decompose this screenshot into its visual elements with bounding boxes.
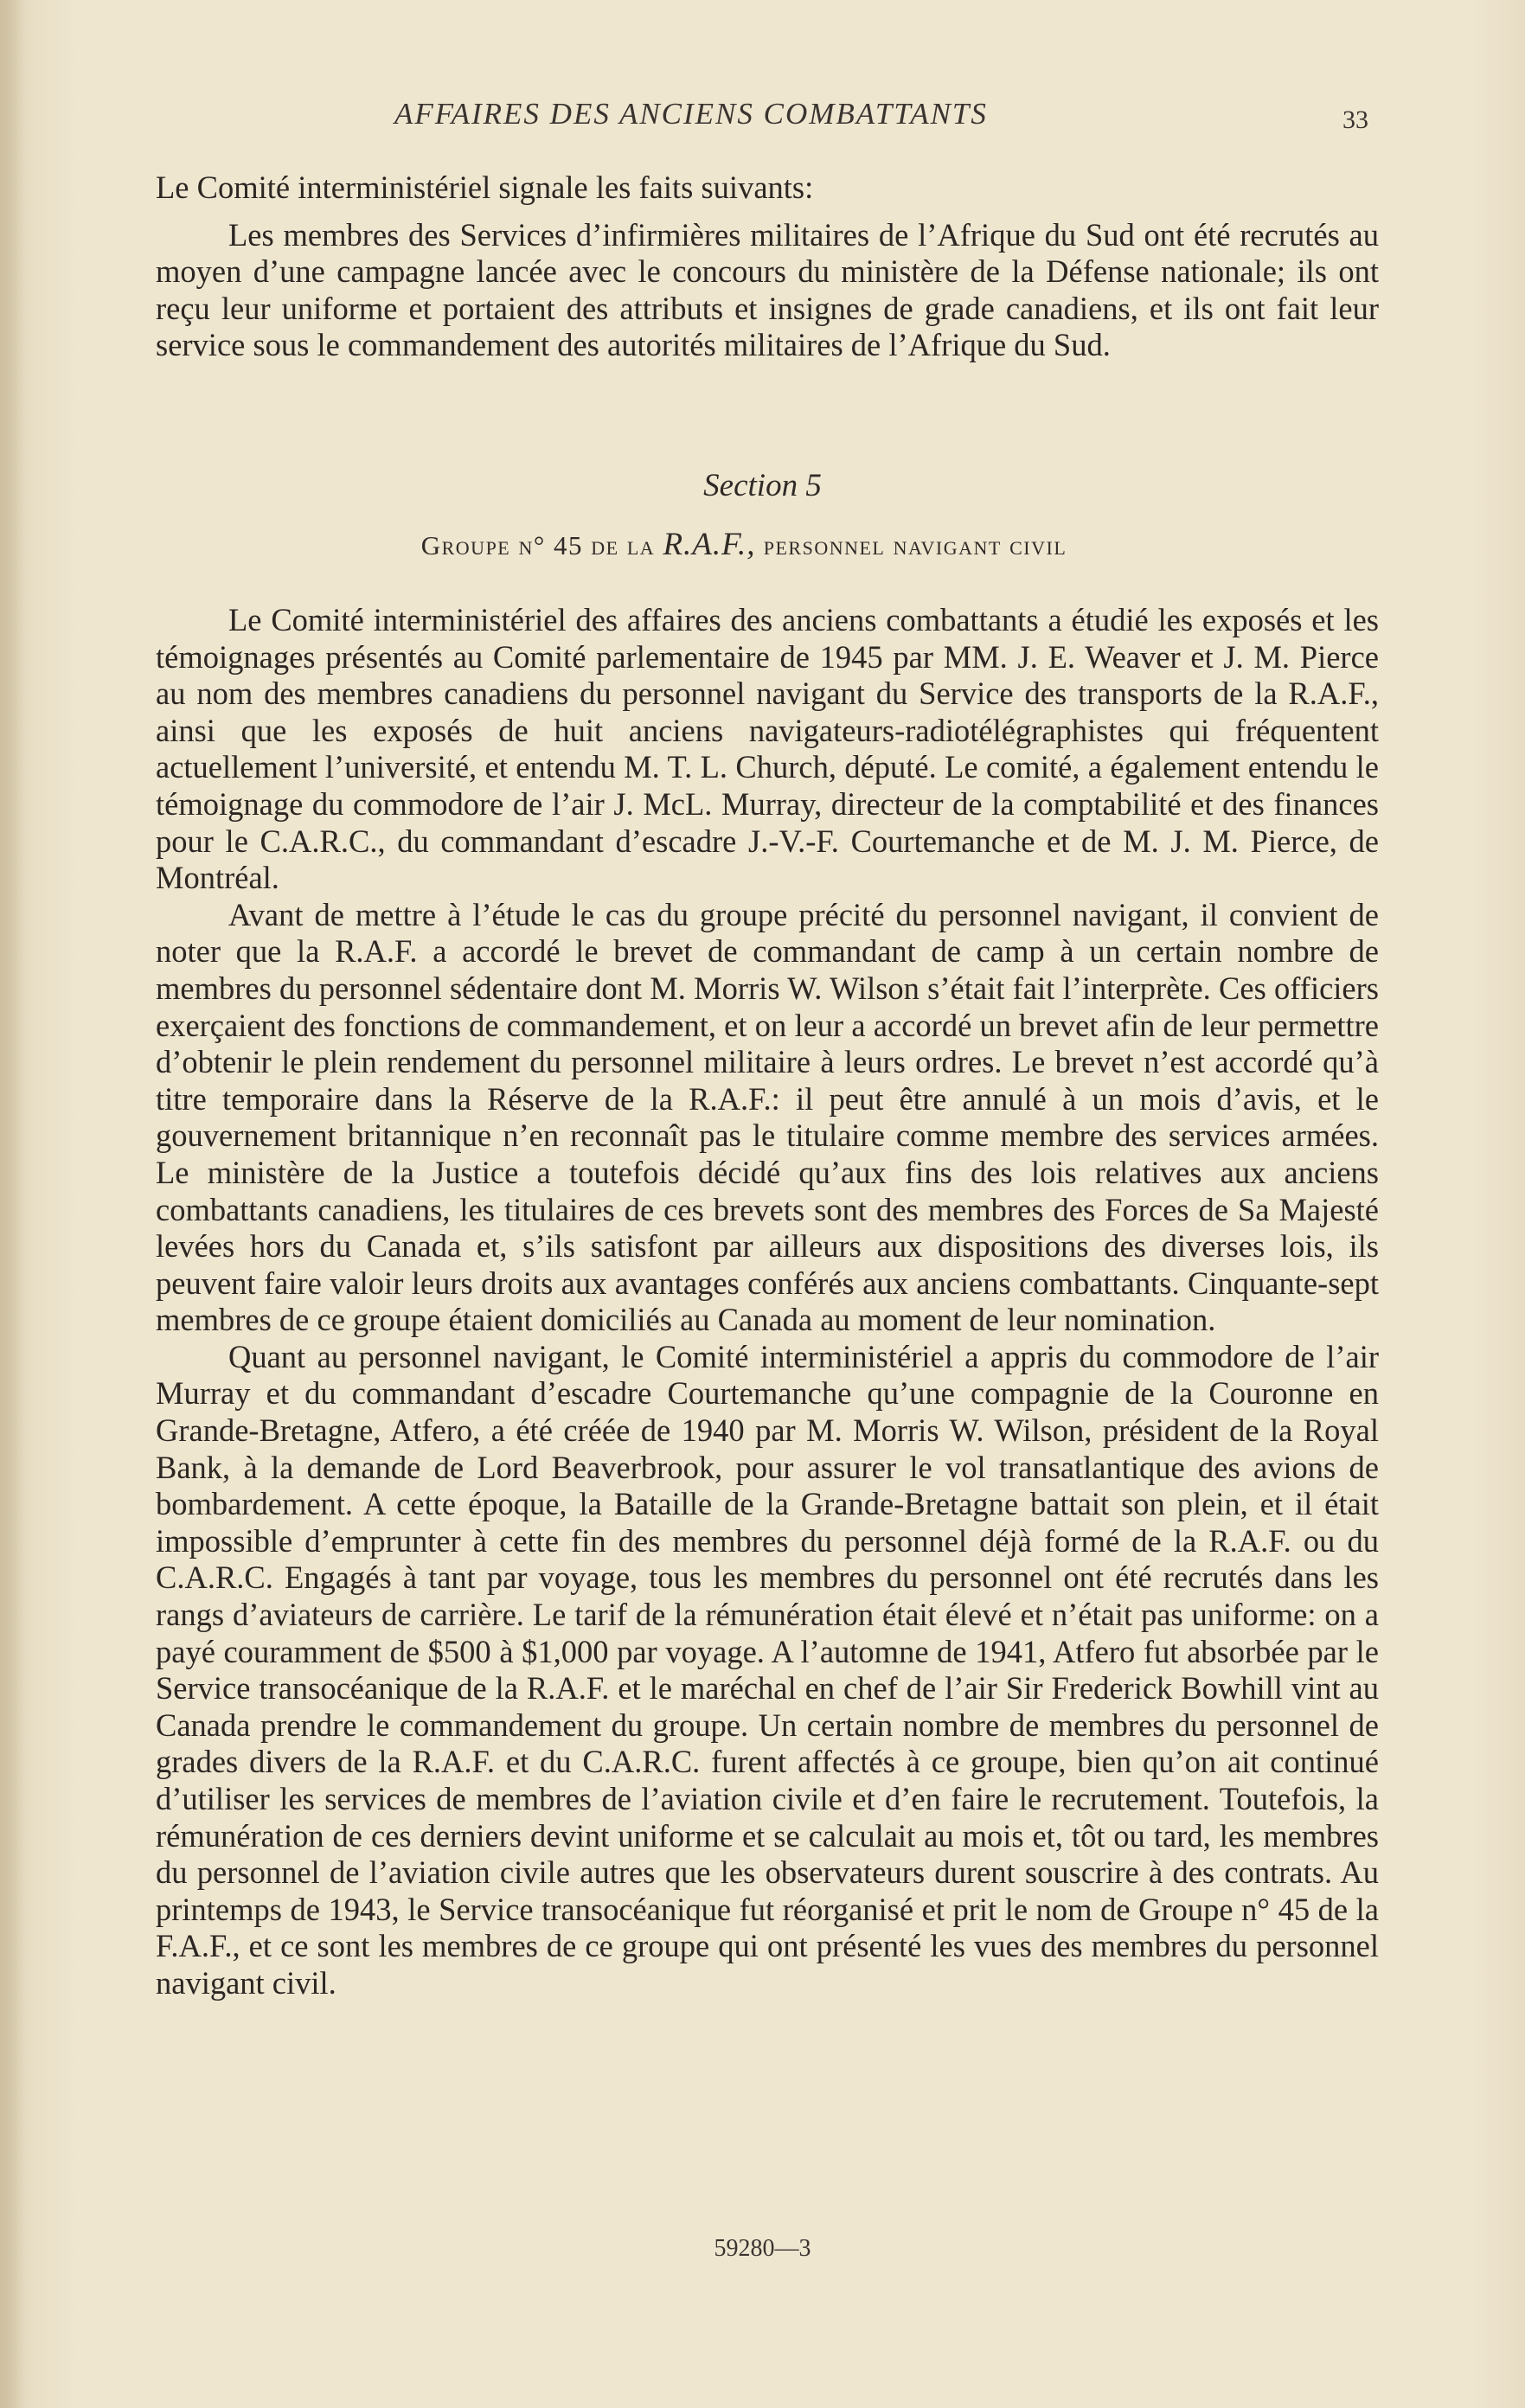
intro-quote-paragraph: Les membres des Services d’infirmières militaires de l’Afrique du Sud ont été recrutés au moyen d’une campagne lancée avec le concours du ministère de la Défense nationale; ils ont reçu leur uniforme et portaient des attributs et insignes de grade canadiens, et ils ont fait leur service sous le commandement des autorités militaires de l’Afrique du Sud.: [156, 216, 1379, 363]
running-header: AFFAIRES DES ANCIENS COMBATTANTS: [394, 97, 988, 131]
body-paragraph: Quant au personnel navigant, le Comité interministériel a appris du commodore de l’air Murray et du commandant d’escadre Courtemanche qu’une compagnie de la Couronne en Grande-Bretagne, Atfero, a été créée de 1940 par M. Morris W. Wilson, président de la Royal Bank, à la demande de Lord Beaverbrook, pour assurer le vol transatlantique des avions de bombardement. A cette époque, la Bataille de la Grande-Bretagne battait son plein, et il était impossible d’emprunter à cette fin des membres du personnel déjà formé de la R.A.F. ou du C.A.R.C. Engagés à tant par voyage, tous les membres du personnel ont été recrutés dans les rangs d’aviateurs de carrière. Le tarif de la rémunération était élevé et n’était pas uniforme: on a payé couramment de $500 à $1,000 par voyage. A l’automne de 1941, Atfero fut absorbée par le Service transocéanique de la R.A.F. et le maréchal en chef de l’air Sir Frederick Bowhill vint au Canada prendre le commandement du groupe. Un certain nombre de membres du personnel de grades divers de la R.A.F. et du C.A.R.C. furent affectés à ce groupe, bien qu’on ait continué d’utiliser les services de membres de l’aviation civile et d’en faire le recrutement. Toutefois, la rémunération de ces derniers devint uniforme et se calculait au mois et, tôt ou tard, les membres du personnel de l’aviation civile autres que les observateurs durent souscrire à des contrats. Au printemps de 1943, le Service transocéanique fut réorganisé et prit le nom de Groupe n° 45 de la F.A.F., et ce sont les membres de ce groupe qui ont présenté les vues des membres du personnel navigant civil.: [156, 1338, 1379, 2001]
page-number: 33: [1342, 106, 1368, 134]
body-paragraph: Le Comité interministériel des affaires des anciens combattants a étudié les exposés et les témoignages présentés au Comité parlementaire de 1945 par MM. J. E. Weaver et J. M. Pierce au nom des membres canadiens du personnel navigant du Service des transports de la R.A.F., ainsi que les exposés de huit anciens navigateurs-radiotélégraphistes qui fréquentent actuellement l’université, et entendu M. T. L. Church, député. Le comité, a également entendu le témoignage du commodore de l’air J. McL. Murray, directeur de la comptabilité et des finances pour le C.A.R.C., du commandant d’escadre J.-V.-F. Courtemanche et de M. J. M. Pierce, de Montréal.: [156, 602, 1379, 896]
group-heading-prefix: Groupe n° 45 de la: [420, 530, 656, 560]
binding-edge-shadow: [0, 0, 24, 2408]
group-heading-suffix: personnel navigant civil: [763, 530, 1067, 560]
body-paragraph: Avant de mettre à l’étude le cas du groupe précité du personnel navigant, il convient de noter que la R.A.F. a accordé le brevet de commandant de camp à un certain nombre de membres du personnel sédentaire dont M. Morris W. Wilson s’était fait l’interprète. Ces officiers exerçaient des fonctions de commandement, et on leur a accordé un brevet afin de leur permettre d’obtenir le plein rendement du personnel militaire à leurs ordres. Le brevet n’est accordé qu’à titre temporaire dans la Réserve de la R.A.F.: il peut être annulé à un mois d’avis, et le gouvernement britannique n’en reconnaît pas le titulaire comme membre des services armées. Le ministère de la Justice a toutefois décidé qu’aux fins des lois relatives aux anciens combattants canadiens, les titulaires de ces brevets sont des membres des Forces de Sa Majesté levées hors du Canada et, s’ils satisfont par ailleurs aux dispositions des diverses lois, ils peuvent faire valoir leurs droits aux avantages conférés aux anciens combattants. Cinquante-sept membres de ce groupe étaient domiciliés au Canada au moment de leur nomination.: [156, 896, 1379, 1338]
group-heading: [251, 526, 1237, 563]
intro-block: [156, 170, 1379, 364]
print-code: 59280—3: [714, 2235, 811, 2262]
section-title: Section 5: [703, 468, 822, 503]
intro-lead-paragraph: Le Comité interministériel signale les faits suivants:: [156, 170, 814, 205]
body-text: [156, 602, 1379, 2002]
group-heading-raf: R.A.F.,: [663, 527, 756, 562]
